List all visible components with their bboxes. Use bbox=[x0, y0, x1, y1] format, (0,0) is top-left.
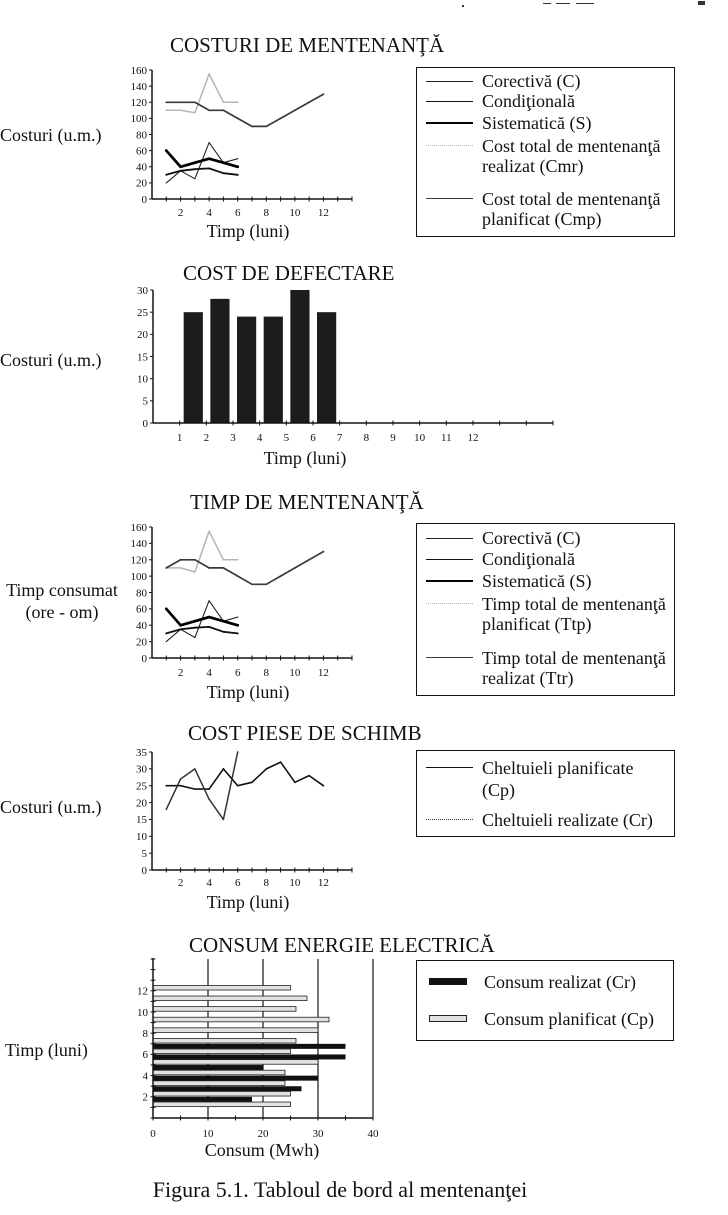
x-tick-label: 7 bbox=[336, 432, 343, 444]
data-point bbox=[194, 627, 196, 629]
legend-line-sample bbox=[426, 145, 473, 146]
bar-consum-planificat-cp bbox=[153, 985, 291, 990]
legend-label: Condiţională bbox=[482, 91, 575, 111]
bar-consum-planificat-cp bbox=[153, 1091, 291, 1096]
y-tick-label: 0 bbox=[142, 417, 148, 430]
x-tick-label: 4 bbox=[206, 877, 212, 889]
bar-consum-planificat-cp bbox=[153, 1028, 318, 1033]
legend-label: Corectivă (C) bbox=[482, 71, 581, 91]
data-point bbox=[194, 161, 197, 164]
data-point bbox=[308, 559, 310, 561]
y-tick-label: 0 bbox=[141, 193, 147, 206]
data-point bbox=[208, 157, 211, 160]
y-axis-label-line: (ore - om) bbox=[25, 602, 99, 622]
data-point bbox=[194, 101, 196, 103]
y-tick-label: 0 bbox=[141, 652, 147, 665]
legend-label: realizat (Ttr) bbox=[482, 668, 574, 688]
figure-caption: Figura 5.1. Tabloul de bord al mentenanţei bbox=[152, 1177, 528, 1202]
y-tick-label: 40 bbox=[136, 161, 147, 174]
data-point bbox=[237, 174, 239, 176]
x-tick-label: 3 bbox=[230, 432, 236, 444]
y-tick-label: 10 bbox=[137, 1006, 148, 1019]
legend-line-sample bbox=[426, 559, 473, 560]
data-point bbox=[180, 628, 182, 630]
legend-line-sample bbox=[426, 198, 473, 199]
x-tick-label: 11 bbox=[441, 432, 452, 444]
y-axis-label: Costuri (u.m.) bbox=[0, 350, 102, 370]
x-tick-label: 2 bbox=[203, 432, 210, 444]
bar-consum-realizat-cr bbox=[153, 1076, 318, 1081]
data-point bbox=[223, 109, 225, 111]
bar-consum-realizat-cr bbox=[153, 1044, 346, 1049]
x-axis-label: Consum (Mwh) bbox=[204, 1140, 320, 1160]
data-point bbox=[323, 551, 325, 553]
legend-label: Consum planificat (Cp) bbox=[484, 1009, 654, 1029]
chart-title: TIMP DE MENTENANŢĂ bbox=[190, 490, 424, 514]
data-point bbox=[251, 782, 253, 784]
chart-title: CONSUM ENERGIE ELECTRICĂ bbox=[189, 933, 495, 957]
x-tick-label: 2 bbox=[177, 207, 184, 219]
series-line-cheltuieli-realizate-cr bbox=[166, 752, 237, 819]
data-point bbox=[180, 110, 182, 112]
chart-2-plot bbox=[137, 285, 553, 444]
series-line-sistematica-s bbox=[166, 609, 237, 625]
data-point bbox=[294, 109, 296, 111]
data-point bbox=[180, 559, 182, 561]
bar-consum-realizat-cr bbox=[153, 1086, 302, 1091]
y-tick-label: 6 bbox=[142, 1049, 148, 1062]
y-tick-label: 30 bbox=[136, 763, 147, 776]
legend-label: realizat (Cmr) bbox=[482, 156, 584, 176]
data-point bbox=[194, 768, 196, 770]
bar bbox=[290, 290, 309, 423]
x-tick-label: 10 bbox=[202, 1128, 214, 1140]
series-line-cheltuieli-planificate-cp bbox=[166, 762, 323, 789]
data-point bbox=[236, 624, 239, 627]
x-tick-label: 6 bbox=[234, 207, 241, 219]
legend-label: Cost total de mentenanţă bbox=[482, 189, 661, 209]
data-point bbox=[223, 102, 225, 104]
bar-consum-planificat-cp bbox=[153, 1017, 329, 1022]
y-tick-label: 0 bbox=[141, 864, 147, 877]
data-point bbox=[194, 571, 196, 573]
bar bbox=[210, 299, 229, 423]
bar bbox=[264, 317, 283, 423]
chart-title: COSTURI DE MENTENANŢĂ bbox=[170, 33, 445, 57]
data-point bbox=[180, 785, 182, 787]
x-tick-label: 10 bbox=[289, 877, 301, 889]
legend-label: Cheltuieli realizate (Cr) bbox=[482, 810, 653, 830]
bar-consum-planificat-cp bbox=[153, 996, 307, 1001]
x-tick-label: 2 bbox=[177, 667, 184, 679]
y-tick-label: 140 bbox=[130, 538, 147, 551]
y-tick-label: 60 bbox=[136, 145, 147, 158]
data-point bbox=[308, 101, 310, 103]
chart-3-plot bbox=[131, 522, 353, 679]
bar-consum-planificat-cp bbox=[153, 1081, 285, 1086]
y-tick-label: 25 bbox=[136, 780, 147, 793]
y-tick-label: 20 bbox=[137, 329, 148, 342]
legend-line-sample bbox=[426, 580, 473, 582]
data-point bbox=[251, 583, 253, 585]
legend bbox=[416, 67, 675, 237]
x-tick-label: 10 bbox=[289, 667, 301, 679]
x-axis-label: Timp (luni) bbox=[263, 448, 347, 468]
y-tick-label: 160 bbox=[130, 521, 147, 534]
data-point bbox=[180, 170, 182, 172]
data-point bbox=[237, 633, 239, 635]
x-tick-label: 8 bbox=[263, 877, 270, 889]
legend-label: Timp total de mentenanţă bbox=[482, 648, 666, 668]
x-tick-label: 10 bbox=[414, 432, 426, 444]
data-point bbox=[237, 102, 239, 104]
x-tick-label: 20 bbox=[257, 1128, 269, 1140]
data-point bbox=[194, 620, 197, 623]
x-tick-label: 1 bbox=[176, 432, 183, 444]
data-point bbox=[194, 788, 196, 790]
y-tick-label: 20 bbox=[136, 797, 147, 810]
data-point bbox=[179, 165, 182, 168]
x-tick-label: 12 bbox=[317, 207, 329, 219]
data-point bbox=[265, 583, 267, 585]
x-tick-label: 6 bbox=[310, 432, 316, 444]
y-tick-label: 80 bbox=[136, 587, 147, 600]
series-line-timp-total-de-mentenanta-realizat-ttr bbox=[166, 552, 323, 585]
bar-consum-planificat-cp bbox=[153, 1070, 285, 1075]
series-line-cost-total-de-mentenanta-planificat-cmp bbox=[166, 94, 323, 126]
x-axis-label: Timp (luni) bbox=[206, 221, 290, 241]
y-tick-label: 25 bbox=[137, 306, 148, 319]
data-point bbox=[223, 819, 225, 821]
data-point bbox=[323, 93, 325, 95]
x-tick-label: 0 bbox=[150, 1128, 156, 1140]
data-point bbox=[165, 785, 167, 787]
legend-label: Sistematică (S) bbox=[482, 113, 592, 133]
y-tick-label: 12 bbox=[137, 985, 148, 998]
data-point bbox=[165, 633, 167, 635]
legend-swatch-planned bbox=[429, 1015, 467, 1022]
legend bbox=[416, 960, 674, 1041]
data-point bbox=[265, 126, 267, 128]
bar-consum-planificat-cp bbox=[153, 1007, 296, 1012]
x-tick-label: 8 bbox=[363, 432, 370, 444]
x-tick-label: 8 bbox=[263, 207, 270, 219]
data-point bbox=[208, 788, 210, 790]
legend-label: Consum realizat (Cr) bbox=[484, 972, 636, 992]
y-tick-label: 40 bbox=[136, 620, 147, 633]
y-tick-label: 5 bbox=[141, 847, 147, 860]
bar-consum-planificat-cp bbox=[153, 1049, 291, 1054]
bar-consum-realizat-cr bbox=[153, 1097, 252, 1102]
data-point bbox=[251, 126, 253, 128]
legend-label: planificat (Ttp) bbox=[482, 614, 592, 634]
data-point bbox=[208, 109, 210, 111]
y-tick-label: 20 bbox=[136, 636, 147, 649]
data-point bbox=[208, 73, 210, 75]
data-point bbox=[209, 142, 210, 143]
data-point bbox=[237, 575, 239, 577]
data-point bbox=[237, 785, 239, 787]
data-point bbox=[165, 567, 167, 569]
data-point bbox=[323, 785, 325, 787]
bar-consum-realizat-cr bbox=[153, 1054, 346, 1059]
bar-consum-realizat-cr bbox=[153, 1065, 263, 1070]
legend-line-sample bbox=[426, 603, 473, 604]
legend-label: Cost total de mentenanţă bbox=[482, 136, 661, 156]
data-point bbox=[265, 768, 267, 770]
x-tick-label: 10 bbox=[289, 207, 301, 219]
data-point bbox=[165, 149, 168, 152]
legend-line-sample bbox=[426, 81, 473, 82]
y-tick-label: 15 bbox=[137, 351, 148, 364]
y-tick-label: 2 bbox=[142, 1091, 148, 1104]
x-tick-label: 8 bbox=[263, 667, 270, 679]
y-tick-label: 30 bbox=[137, 284, 148, 297]
data-point bbox=[208, 616, 211, 619]
x-tick-label: 4 bbox=[206, 667, 212, 679]
legend-line-sample bbox=[426, 122, 473, 124]
y-axis-label: Costuri (u.m.) bbox=[0, 125, 102, 145]
x-tick-label: 5 bbox=[283, 432, 290, 444]
legend-line-sample bbox=[426, 101, 473, 102]
bar-consum-planificat-cp bbox=[153, 1102, 291, 1107]
data-point bbox=[165, 101, 167, 103]
legend-line-sample bbox=[426, 538, 473, 539]
chart-title: COST PIESE DE SCHIMB bbox=[188, 721, 422, 745]
legend-swatch-realized bbox=[429, 978, 467, 985]
y-tick-label: 160 bbox=[130, 64, 147, 77]
data-point bbox=[194, 637, 195, 638]
x-tick-label: 12 bbox=[317, 877, 329, 889]
data-point bbox=[237, 559, 239, 561]
legend-label: (Cp) bbox=[482, 780, 515, 800]
chart-1-plot bbox=[131, 65, 353, 219]
x-axis-label: Timp (luni) bbox=[206, 682, 290, 702]
x-tick-label: 2 bbox=[177, 877, 184, 889]
x-tick-label: 4 bbox=[256, 432, 263, 444]
series-line-timp-total-de-mentenanta-planificat-ttp bbox=[166, 531, 237, 572]
x-tick-label: 30 bbox=[312, 1128, 324, 1140]
data-point bbox=[237, 751, 239, 753]
data-point bbox=[194, 168, 196, 170]
y-axis-label: Timp (luni) bbox=[5, 1040, 88, 1060]
y-tick-label: 120 bbox=[130, 554, 147, 567]
y-tick-label: 8 bbox=[142, 1028, 148, 1040]
legend-line-sample bbox=[426, 819, 473, 820]
legend-line-sample bbox=[426, 657, 473, 658]
data-point bbox=[280, 761, 282, 763]
data-point bbox=[165, 608, 168, 611]
data-point bbox=[209, 600, 210, 601]
legend-label: Sistematică (S) bbox=[482, 571, 592, 591]
legend bbox=[416, 750, 675, 837]
x-tick-label: 12 bbox=[467, 432, 479, 444]
y-axis-label-line: Timp consumat bbox=[6, 580, 118, 600]
data-point bbox=[223, 768, 225, 770]
chart-4-plot bbox=[136, 747, 352, 889]
data-point bbox=[237, 158, 238, 159]
data-point bbox=[223, 567, 225, 569]
data-point bbox=[208, 167, 210, 169]
y-tick-label: 140 bbox=[130, 80, 147, 93]
bar-consum-planificat-cp bbox=[153, 1038, 296, 1043]
data-point bbox=[180, 101, 182, 103]
y-axis-label: Costuri (u.m.) bbox=[0, 797, 102, 817]
data-point bbox=[179, 624, 182, 627]
y-tick-label: 10 bbox=[137, 373, 148, 386]
data-point bbox=[294, 782, 296, 784]
data-point bbox=[166, 641, 167, 642]
y-axis-label bbox=[0, 579, 124, 623]
series-line-sistematica-s bbox=[166, 151, 237, 167]
legend bbox=[416, 523, 675, 696]
data-point bbox=[180, 778, 182, 780]
data-point bbox=[166, 182, 167, 183]
legend-line-sample bbox=[426, 767, 473, 768]
data-point bbox=[223, 172, 225, 174]
y-tick-label: 5 bbox=[142, 395, 148, 408]
data-point bbox=[165, 174, 167, 176]
data-point bbox=[308, 775, 310, 777]
data-point bbox=[237, 617, 238, 618]
data-point bbox=[208, 530, 210, 532]
y-tick-label: 60 bbox=[136, 603, 147, 616]
bar bbox=[184, 312, 203, 423]
y-tick-label: 120 bbox=[130, 97, 147, 110]
y-tick-label: 10 bbox=[136, 831, 147, 844]
y-tick-label: 15 bbox=[136, 814, 147, 827]
x-axis-label: Timp (luni) bbox=[206, 892, 290, 912]
data-point bbox=[280, 575, 282, 577]
legend-label: planificat (Cmp) bbox=[482, 209, 602, 229]
data-point bbox=[194, 112, 196, 114]
chart-5-plot bbox=[137, 958, 379, 1140]
y-tick-label: 80 bbox=[136, 129, 147, 142]
data-point bbox=[180, 567, 182, 569]
y-tick-label: 100 bbox=[130, 113, 147, 126]
x-tick-label: 12 bbox=[317, 667, 329, 679]
x-tick-label: 6 bbox=[234, 667, 241, 679]
x-tick-label: 6 bbox=[234, 877, 241, 889]
x-tick-label: 9 bbox=[390, 432, 396, 444]
data-point bbox=[222, 161, 225, 164]
bar-consum-planificat-cp bbox=[153, 1060, 318, 1065]
x-tick-label: 4 bbox=[206, 207, 212, 219]
bar bbox=[237, 317, 256, 423]
chart-title: COST DE DEFECTARE bbox=[183, 261, 395, 285]
data-point bbox=[166, 809, 168, 811]
data-point bbox=[194, 559, 196, 561]
legend-label: Cheltuieli planificate bbox=[482, 758, 634, 778]
y-tick-label: 100 bbox=[130, 570, 147, 583]
data-point bbox=[166, 110, 168, 112]
bar bbox=[317, 312, 336, 423]
x-tick-label: 40 bbox=[367, 1128, 379, 1140]
data-point bbox=[237, 118, 239, 120]
data-point bbox=[280, 118, 282, 120]
legend-label: Timp total de mentenanţă bbox=[482, 594, 666, 614]
y-tick-label: 35 bbox=[136, 746, 147, 759]
data-point bbox=[194, 178, 195, 179]
data-point bbox=[208, 567, 210, 569]
y-tick-label: 20 bbox=[136, 177, 147, 190]
data-point bbox=[208, 626, 210, 628]
y-tick-label: 4 bbox=[142, 1070, 148, 1083]
data-point bbox=[223, 559, 225, 561]
data-point bbox=[294, 567, 296, 569]
legend-label: Condiţională bbox=[482, 549, 575, 569]
data-point bbox=[222, 620, 225, 623]
legend-label: Corectivă (C) bbox=[482, 528, 581, 548]
data-point bbox=[223, 631, 225, 633]
data-point bbox=[236, 165, 239, 168]
data-point bbox=[208, 798, 210, 800]
